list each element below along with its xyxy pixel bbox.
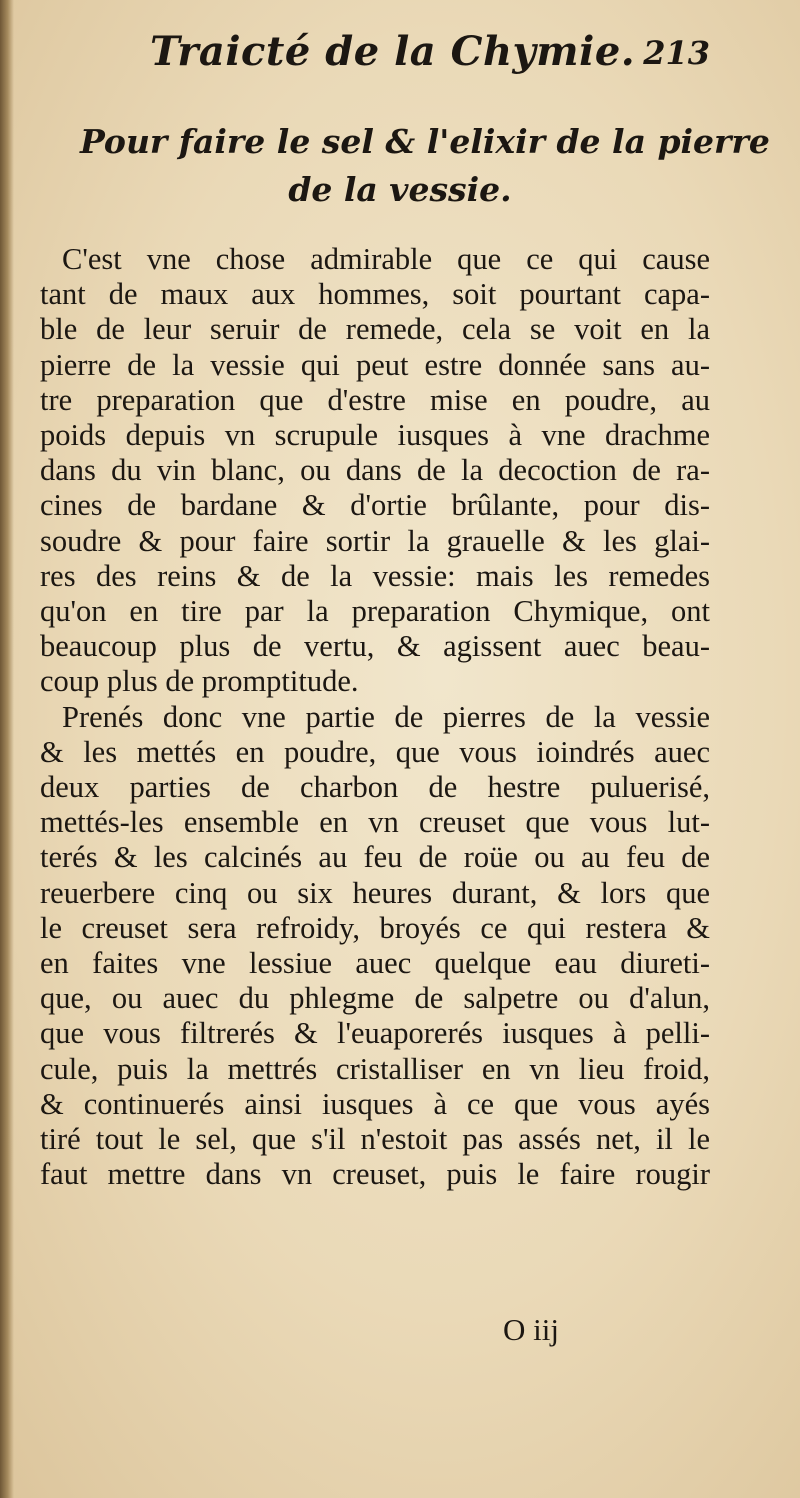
section-heading [80,118,770,214]
text-line: que vous filtrerés & l'euaporerés iusques à pelli- [40,1016,710,1051]
text-line: le creuset sera refroidy, broyés ce qui restera & [40,910,710,945]
text-line: tant de maux aux hommes, soit pourtant capa- [40,277,710,312]
text-line: res des reins & de la vessie: mais les remedes [40,558,710,593]
text-line: terés & les calcinés au feu de roüe ou au feu de [40,840,710,875]
binding-edge [0,0,14,1498]
text-line: tiré tout le sel, que s'il n'estoit pas assés net, il le [40,1122,710,1157]
text-line: tre preparation que d'estre mise en poudre, au [40,382,710,417]
text-line: C'est vne chose admirable que ce qui cause [62,242,710,276]
text-line: poids depuis vn scrupule iusques à vne drachme [40,418,710,453]
text-line: coup plus de promptitude. [40,664,359,699]
page-number: 213 [643,34,710,72]
page-header [150,28,710,84]
text-line: soudre & pour faire sortir la grauelle & les glai- [40,523,710,558]
signature-mark: O iij [503,1312,559,1347]
text-line: & les mettés en poudre, que vous ioindrés auec [40,734,710,769]
running-title: Traicté de la Chymie. [150,28,636,75]
text-line: dans du vin blanc, ou dans de la decoction de ra- [40,453,710,488]
text-line: mettés-les ensemble en vn creuset que vous lut- [40,805,710,840]
paragraph-2 [40,700,710,1193]
text-line: que, ou auec du phlegme de salpetre ou d'alun, [40,981,710,1016]
text-line: pierre de la vessie qui peut estre donnée sans au- [40,347,710,382]
body-text [40,242,710,1192]
heading-line: de la vessie. [288,170,512,209]
text-line: deux parties de charbon de hestre puluerisé, [40,770,710,805]
text-line: qu'on en tire par la preparation Chymique, ont [40,594,710,629]
text-line: & continuerés ainsi iusques à ce que vous ayés [40,1086,710,1121]
text-line: beaucoup plus de vertu, & agissent auec beau- [40,629,710,664]
heading-line: Pour faire le sel & l'elixir de la pierre [80,122,770,161]
text-line: en faites vne lessiue auec quelque eau diureti- [40,946,710,981]
paragraph-1 [40,242,710,700]
text-line: reuerbere cinq ou six heures durant, & lors que [40,875,710,910]
text-line: faut mettre dans vn creuset, puis le faire rougir [40,1157,710,1192]
text-line: ble de leur seruir de remede, cela se voit en la [40,312,710,347]
text-line: cines de bardane & d'ortie brûlante, pour dis- [40,488,710,523]
text-line: Prenés donc vne partie de pierres de la vessie [62,699,710,734]
text-line: cule, puis la mettrés cristalliser en vn lieu froid, [40,1051,710,1086]
